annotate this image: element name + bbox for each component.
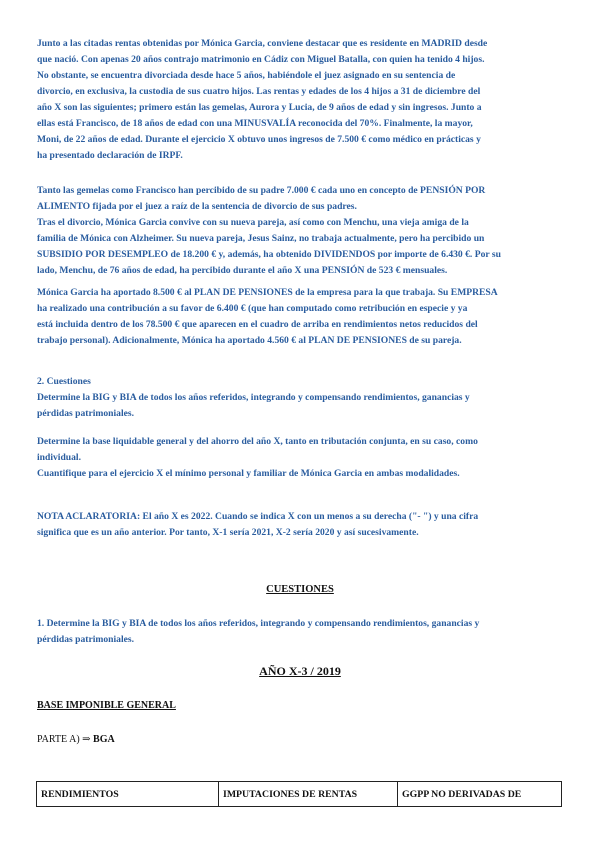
text-line: Tras el divorcio, Mónica Garcia convive con su nueva pareja, así como con Menchu, una vieja amiga de la	[37, 217, 469, 228]
text-line: ellas está Francisco, de 18 años de edad con una MINUSVALÍA reconocida del 70%. Finalmente, la mayor,	[37, 118, 473, 129]
table-header-cell: RENDIMIENTOS	[37, 782, 219, 807]
text-line: divorcio, en exclusiva, la custodia de sus cuatro hijos. Las rentas y edades de los 4 hijos a 31 de diciembre del	[37, 86, 481, 97]
text-line: pérdidas patrimoniales.	[37, 634, 135, 645]
text-line: significa que es un año anterior. Por tanto, X-1 sería 2021, X-2 sería 2020 y así sucesivamente.	[37, 527, 419, 538]
text-line: NOTA ACLARATORIA: El año X es 2022. Cuando se indica X con un menos a su derecha ("- ") y una cifra	[37, 511, 479, 522]
text-line: ALIMENTO fijada por el juez a raíz de la sentencia de divorcio de sus padres.	[37, 201, 357, 212]
text-line: No obstante, se encuentra divorciada desde hace 5 años, habiéndole el juez asignado en su sentencia de	[37, 70, 456, 81]
text-line: ha realizado una contribución a su favor de 6.400 € (que han computado como retribución en especie y ya	[37, 303, 468, 314]
questions-block	[37, 374, 565, 422]
text-line: está incluida dentro de los 78.500 € que aparecen en el cuadro de arriba en rendimientos netos reducidos del	[37, 319, 478, 330]
income-table	[36, 781, 562, 807]
base-imponible-heading: BASE IMPONIBLE GENERAL	[37, 700, 176, 711]
text-line: que nació. Con apenas 20 años contrajo matrimonio en Cádiz con Miguel Batalla, con quien ha tenido 4 hijos.	[37, 54, 485, 65]
parte-prefix: PARTE A) ⇒	[37, 734, 94, 745]
text-line: trabajo personal). Adicionalmente, Mónica ha aportado 4.560 € al PLAN DE PENSIONES de su pareja.	[37, 335, 462, 346]
cuestiones-heading: CUESTIONES	[266, 584, 334, 595]
text-line: SUBSIDIO POR DESEMPLEO de 18.200 € y, además, ha obtenido DIVIDENDOS por importe de 6.430 €. Por su	[37, 249, 501, 260]
parte-label	[37, 734, 115, 745]
text-line: Determine la base liquidable general y del ahorro del año X, tanto en tributación conjunta, en su caso, como	[37, 436, 478, 447]
text-line: pérdidas patrimoniales.	[37, 408, 135, 419]
question-one	[37, 616, 565, 648]
text-line: Determine la BIG y BIA de todos los años referidos, integrando y compensando rendimientos, ganancias y	[37, 392, 470, 403]
intro-paragraph	[37, 36, 565, 164]
pension-paragraph	[37, 183, 565, 279]
base-paragraph	[37, 434, 565, 482]
text-line: Moni, de 22 años de edad. Durante el ejercicio X obtuvo unos ingresos de 7.500 € como médico en prácticas y	[37, 134, 481, 145]
plan-paragraph	[37, 285, 565, 349]
text-line: 2. Cuestiones	[37, 376, 91, 387]
text-line: año X son las siguientes; primero están las gemelas, Aurora y Lucia, de 9 años de edad y sin ingresos. Junto a	[37, 102, 482, 113]
text-line: ha presentado declaración de IRPF.	[37, 150, 183, 161]
parte-bga: BGA	[93, 734, 115, 745]
table-header-cell: IMPUTACIONES DE RENTAS	[219, 782, 398, 807]
text-line: Mónica Garcia ha aportado 8.500 € al PLAN DE PENSIONES de la empresa para la que trabaja. Su EMPRESA	[37, 287, 498, 298]
text-line: familia de Mónica con Alzheimer. Su nueva pareja, Jesus Sainz, no trabaja actualmente, pero ha percibido un	[37, 233, 485, 244]
table-header-cell: GGPP NO DERIVADAS DE	[398, 782, 562, 807]
text-line: individual.	[37, 452, 81, 463]
note-paragraph	[37, 509, 565, 541]
text-line: lado, Menchu, de 76 años de edad, ha percibido durante el año X una PENSIÓN de 523 € mensuales.	[37, 265, 448, 276]
text-line: 1. Determine la BIG y BIA de todos los años referidos, integrando y compensando rendimientos, ganancias y	[37, 618, 480, 629]
table-header-row	[37, 782, 562, 807]
text-line: Tanto las gemelas como Francisco han percibido de su padre 7.000 € cada uno en concepto de PENSIÓN POR	[37, 185, 486, 196]
text-line: Cuantifique para el ejercicio X el mínimo personal y familiar de Mónica Garcia en ambas modalidades.	[37, 468, 460, 479]
text-line: Junto a las citadas rentas obtenidas por Mónica Garcia, conviene destacar que es residente en MADRID desde	[37, 38, 488, 49]
year-heading: AÑO X-3 / 2019	[259, 664, 341, 678]
